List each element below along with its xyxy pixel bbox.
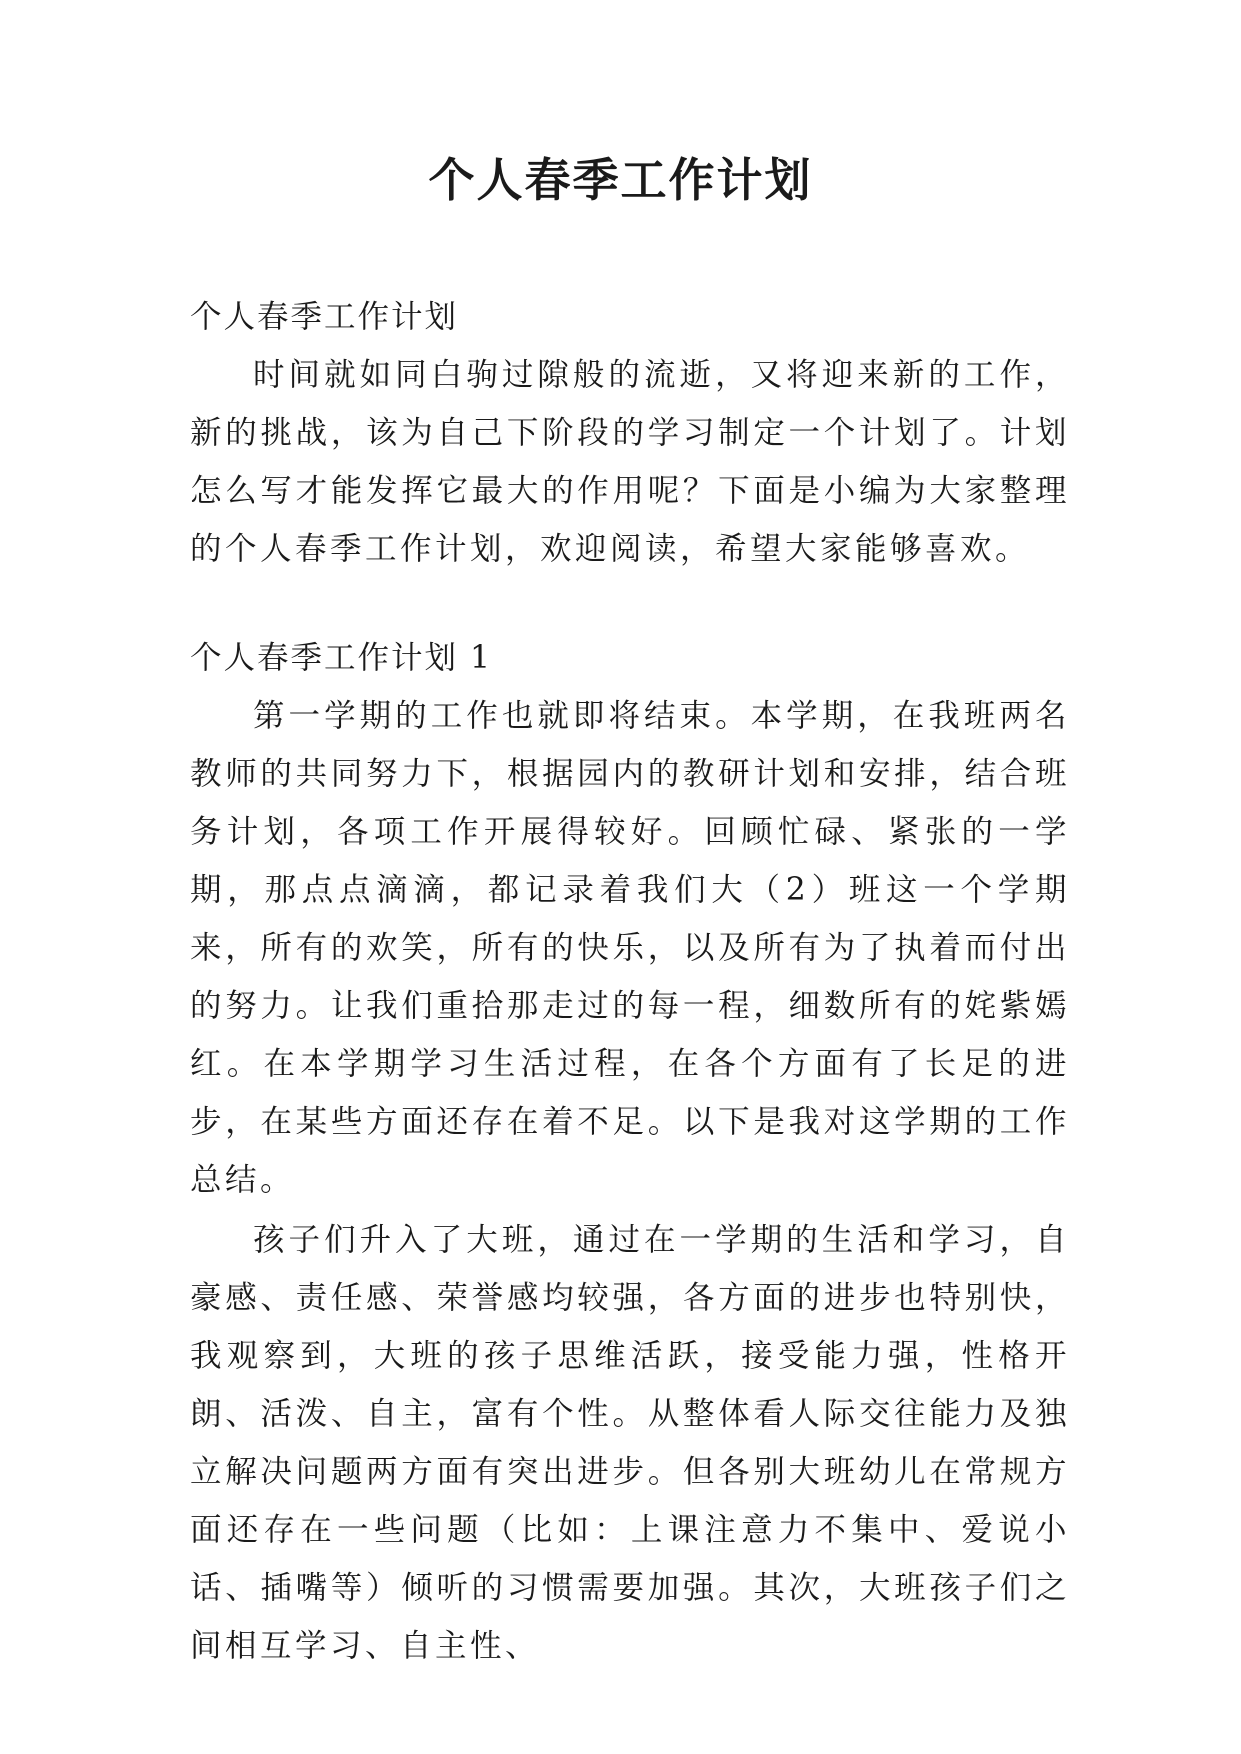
section1-paragraph-1: 第一学期的工作也就即将结束。本学期，在我班两名教师的共同努力下，根据园内的教研计划和安排，结合班务计划，各项工作开展得较好。回顾忙碌、紧张的一学期，那点点滴滴，都记录着我们大（2）班这一个学期来，所有的欢笑，所有的快乐，以及所有为了执着而付出的努力。让我们重拾那走过的每一程，细数所有的姹紫嫣红。在本学期学习生活过程，在各个方面有了长足的进步，在某些方面还存在着不足。以下是我对这学期的工作总结。 — [190, 698, 1070, 1198]
section-spacer — [190, 578, 1070, 629]
section1-paragraph-2: 孩子们升入了大班，通过在一学期的生活和学习，自豪感、责任感、荣誉感均较强，各方面的进步也特别快，我观察到，大班的孩子思维活跃，接受能力强，性格开朗、活泼、自主，富有个性。从整体看人际交往能力及独立解决问题两方面有突出进步。但各别大班幼儿在常规方面还存在一些问题（比如：上课注意力不集中、爱说小话、插嘴等）倾听的习惯需要加强。其次，大班孩子们之间相互学习、自主性、 — [190, 1222, 1070, 1664]
intro-paragraph: 时间就如同白驹过隙般的流逝，又将迎来新的工作，新的挑战，该为自己下阶段的学习制定一个计划了。计划怎么写才能发挥它最大的作用呢？下面是小编为大家整理的个人春季工作计划，欢迎阅读，希望大家能够喜欢。 — [190, 357, 1070, 567]
document-body — [190, 288, 1070, 1675]
intro-heading: 个人春季工作计划 — [190, 299, 459, 335]
document-title: 个人春季工作计划 — [428, 153, 813, 207]
section-heading-1: 个人春季工作计划 1 — [190, 640, 493, 676]
